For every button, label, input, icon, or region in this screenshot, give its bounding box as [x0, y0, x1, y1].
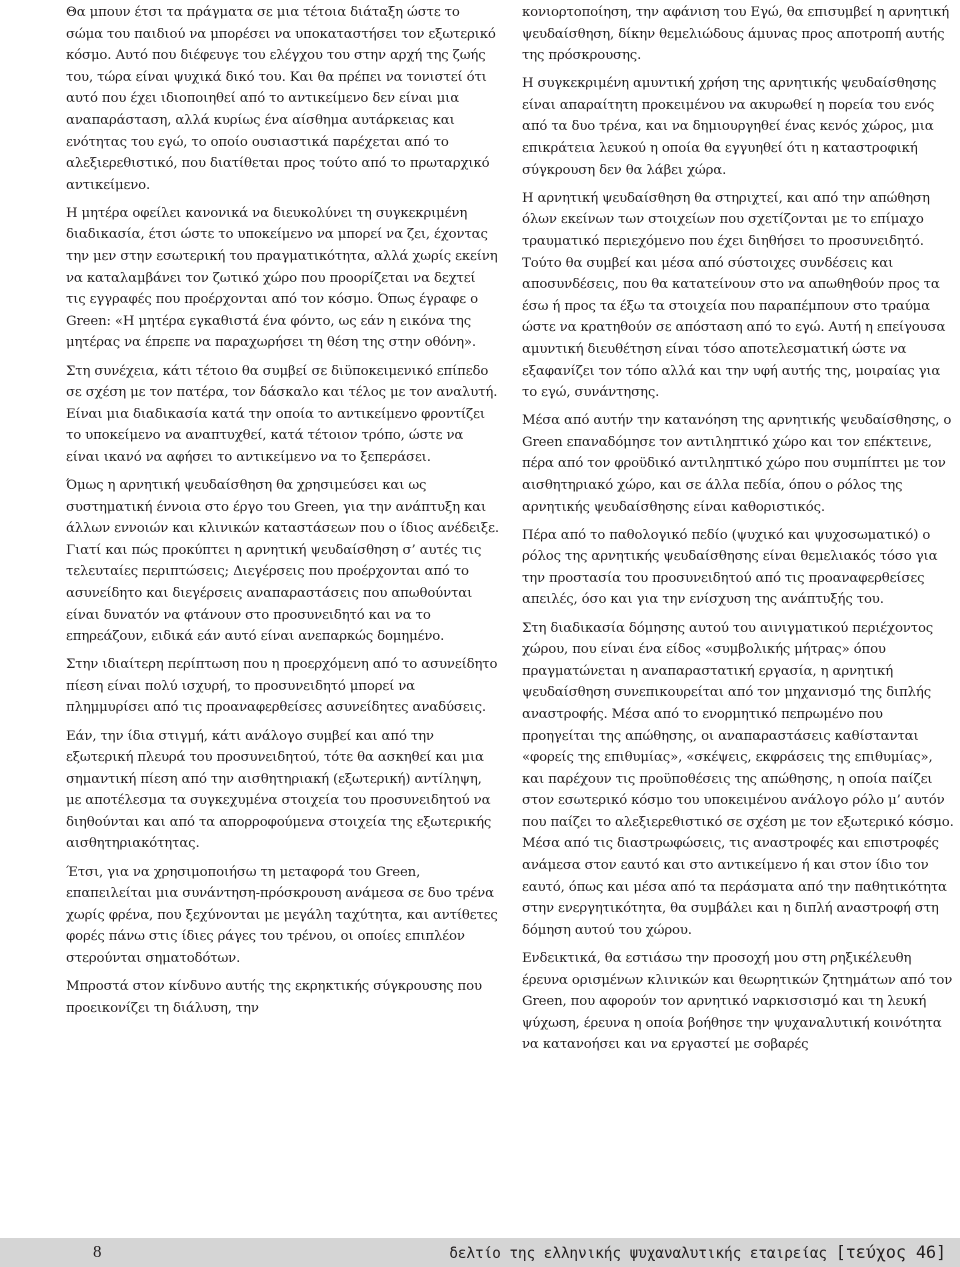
right-text-column [522, 2, 955, 1062]
paragraph: Στη συνέχεια, κάτι τέτοιο θα συμβεί σε διϋποκειμενικό επίπεδο σε σχέση με τον πατέρα, τον δάσκαλο και τέλος με τον αναλυτή. Είναι μια διαδικασία κατά την οποία το αντικείμενο φροντίζει το υποκείμενο να αναπτυχθεί, κατά τέτοιον τρόπο, ώστε να είναι ικανό να αφήσει το αντικείμενο να το ξεπεράσει. [66, 363, 498, 465]
paragraph: Ενδεικτικά, θα εστιάσω την προσοχή μου στη ρηξικέλευθη έρευνα ορισμένων κλινικών και θεωρητικών ζητημάτων από τον Green, που αφορούν τον αρνητικό ναρκισσισμό και τη λευκή ψύχωση, έρευνα η οποία βοήθησε την ψυχαναλυτική κοινότητα να κατανοήσει και να εργαστεί με σοβαρές [522, 950, 953, 1053]
journal-footer-title [449, 1241, 946, 1266]
paragraph: Στη διαδικασία δόμησης αυτού του αινιγματικού περιέχοντος χώρου, που είναι ένα είδος «συμβολικής μήτρας» όπου πραγματώνεται η αναπαραστατική εργασία, η αρνητική ψευδαίσθηση συνεπικουρείται από τον μηχανισμό της διπλής αναστροφής. Μέσα από το ενορμητικό πεπρωμένο που προηγείται της απώθησης, οι αναπαραστάσεις καθίστανται «φορείς της επιθυμίας», «σκέψεις, εκφράσεις της επιθυμίας», και παρέχουν τις προϋποθέσεις της απώθησης, η οποία παίζει στον εσωτερικό κόσμο του υποκειμένου ανάλογο ρόλο μ’ αυτόν που παίζει το αλεξιερεθιστικό σε σχέση με τον εξωτερικό κόσμο. Μέσα από τις διαστρωφώσεις, τις αναστροφές και επιστροφές ανάμεσα στον εαυτό και στο αντικείμενο ή και στον ίδιο τον εαυτό, όπως και μέσα από τα περάσματα από την παθητικότητα στην ενεργητικότητα, θα συμβάλει και η διπλή αναστροφή στη δόμηση αυτού του χώρου. [522, 620, 954, 938]
left-text-column [66, 2, 499, 1026]
paragraph: Εάν, την ίδια στιγμή, κάτι ανάλογο συμβεί και από την εξωτερική πλευρά του προσυνειδητού, τότε θα ασκηθεί και μια σημαντική πίεση από την αισθητηριακή (εξωτερική) αντίληψη, με αποτέλεσμα τα συγκεχυμένα στοιχεία του προσυνειδητού να διηθούνται και από τα απορροφούμενα στοιχεία της εξωτερικής αισθητηριακότητας. [66, 728, 492, 852]
paragraph: Θα μπουν έτσι τα πράγματα σε μια τέτοια διάταξη ώστε το σώμα του παιδιού να μπορέσει να υποκαταστήσει τον εξωτερικό κόσμο. Αυτό που διέφευγε του ελέγχου του στην αρχή της ζωής του, τώρα είναι ψυχικά δικό του. Και θα πρέπει να τονιστεί ότι αυτό που έχει ιδιοποιηθεί από το αντικείμενο δεν είναι μια αναπαράσταση, αλλά κυρίως ένα αίσθημα αυτάρκειας και ενότητας του εγώ, το οποίο ουσιαστικά παρέχεται από το αλεξιερεθιστικό, που διατίθεται προς τούτο από το πρωταρχικό αντικείμενο. [66, 5, 496, 193]
page-number: 8 [93, 1242, 102, 1261]
journal-title: δελτίο της ελληνικής ψυχαναλυτικής εταιρείας [449, 1245, 828, 1262]
paragraph: Μέσα από αυτήν την κατανόηση της αρνητικής ψευδαίσθησης, ο Green επαναδόμησε τον αντιληπτικό χώρο και τον επέκτεινε, πέρα από τον φροϋδικό αντιληπτικό χώρο που συμπίπτει με τον αισθητηριακό χώρο, και σε άλλα πεδία, όπου ο ρόλος της αρνητικής ψευδαίσθησης είναι καθοριστικός. [522, 413, 952, 515]
issue-number: [τεύχος 46] [835, 1243, 946, 1263]
paragraph: Στην ιδιαίτερη περίπτωση που η προερχόμενη από το ασυνείδητο πίεση είναι πολύ ισχυρή, το προσυνειδητό μπορεί να πλημμυρίσει από τις προαναφερθείσες ασυνείδητες αναδύσεις. [66, 657, 498, 716]
paragraph: Όμως η αρνητική ψευδαίσθηση θα χρησιμεύσει και ως συστηματική έννοια στο έργο του Green, για την ανάπτυξη και άλλων εννοιών και κλινικών καταστάσεων που ο ίδιος ανέδειξε. Γιατί και πώς προκύπτει η αρνητική ψευδαίσθηση σ’ αυτές τις τελευταίες περιπτώσεις; Διεγέρσεις που προέρχονται από το ασυνείδητο και διεγέρσεις αναπαραστάσεις που απωθούνται είναι δυνατόν να φτάνουν στο προσυνειδητό και να το επηρεάζουν, ειδικά εάν αυτό είναι ανεπαρκώς δομημένο. [66, 477, 499, 645]
paragraph: Η συγκεκριμένη αμυντική χρήση της αρνητικής ψευδαίσθησης είναι απαραίτητη προκειμένου να ακυρωθεί η πορεία του ενός από τα δυο τρένα, και να δημιουργηθεί ένας κενός χώρος, μια επικράτεια λευκού η οποία θα εγγυηθεί ότι η καταστροφική σύγκρουση δεν θα λάβει χώρα. [522, 76, 937, 178]
paragraph: Μπροστά στον κίνδυνο αυτής της εκρηκτικής σύγκρουσης που προεικονίζει τη διάλυση, την [66, 979, 482, 1016]
paragraph: Η αρνητική ψευδαίσθηση θα στηριχτεί, και από την απώθηση όλων εκείνων των στοιχείων που σχετίζονται με το επίμαχο τραυματικό περιεχόμενο που έχει διηθήσει το προσυνειδητό. Τούτο θα συμβεί και μέσα από σύστοιχες συνδέσεις και αποσυνδέσεις, που θα κατατείνουν στο να απωθηθούν προς τα έσω ή προς τα έξω τα στοιχεία που παραπέμπουν στο τραύμα ώστε να κρατηθούν σε απόσταση από το εγώ. Αυτή η επείγουσα αμυντική διευθέτηση είναι τόσο αποτελεσματική ώστε να εξαφανίζει τον τόπο αλλά και την υφή αυτής της, μοιραίας για το εγώ, συνάντησης. [522, 190, 946, 401]
paragraph: Έτσι, για να χρησιμοποιήσω τη μεταφορά του Green, επαπειλείται μια συνάντηση-πρόσκρουση ανάμεσα σε δυο τρένα χωρίς φρένα, που ξεχύνονται με μεγάλη ταχύτητα, και αντίθετες φορές πάνω στις ίδιες ράγες του τρένου, οι οποίες επιπλέον στερούνται σηματοδότων. [66, 864, 498, 966]
paragraph: Πέρα από το παθολογικό πεδίο (ψυχικό και ψυχοσωματικό) ο ρόλος της αρνητικής ψευδαίσθησης είναι θεμελιακός τόσο για την προστασία του προσυνειδητού από τις προαναφερθείσες απειλές, όσο και για την ενίσχυση της ανάπτυξής του. [522, 527, 938, 608]
paragraph: κονιορτοποίηση, την αφάνιση του Εγώ, θα επισυμβεί η αρνητική ψευδαίσθηση, δίκην θεμελιώδους άμυνας προς αποτροπή αυτής της πρόσκρουσης. [522, 5, 950, 64]
page-footer [0, 1238, 960, 1267]
paragraph: Η μητέρα οφείλει κανονικά να διευκολύνει τη συγκεκριμένη διαδικασία, έτσι ώστε το υποκείμενο να μπορεί να ζει, έχοντας την μεν στην εσωτερική του πραγματικότητα, αλλά χωρίς εκείνη να καταλαμβάνει τον ζωτικό χώρο που προορίζεται να δεχτεί τις εγγραφές που προέρχονται από τον κόσμο. Όπως έγραφε ο Green: «Η μητέρα εγκαθιστά ένα φόντο, ως εάν η εικόνα της μητέρας να έπρεπε να παραχωρήσει τη θέση της στην οθόνη». [66, 205, 498, 351]
